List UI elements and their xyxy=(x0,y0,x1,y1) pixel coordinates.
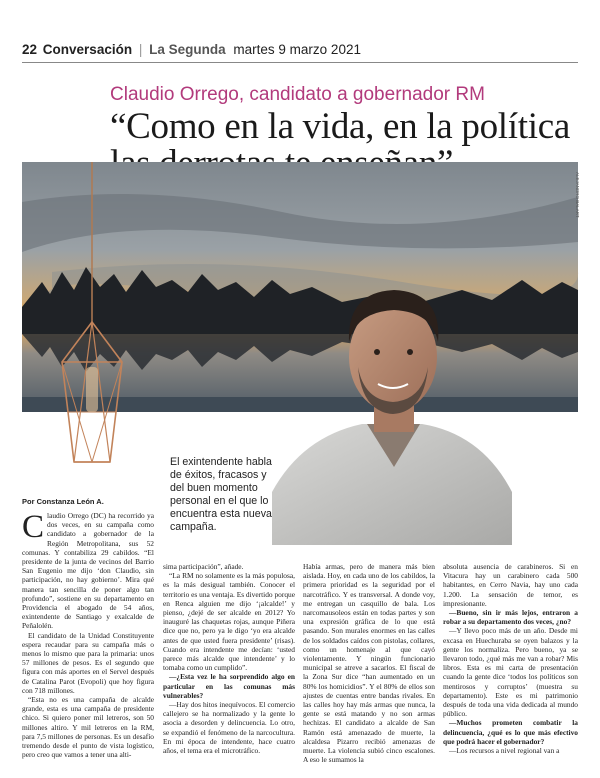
paragraph: laudio Orrego (DC) ha recorrido ya dos veces, en su campaña como candidato a gobernador de la Región Metropolitana, sus 52 comunas. Y contabiliza 29 cabildos. “El presidente de la junta de vecinos del Barrio San Eugenio me dijo ‘don Claudio, sin participación, no hay gobierno’. Mira qué manera tan sencilla de poner algo tan profundo”, sostiene en su departamento en Providencia el abogado de 54 años, exintendente de Santiago y exalcalde de Peñalolén. xyxy=(22,511,154,631)
paragraph: —Hay dos hitos inequívocos. El comercio callejero se ha normalizado y la gente lo asocia a desorden y delincuencia. Lo otro, se expandió el fenómeno de la narcocultura. En mi época de intendente, hace cuatro años, el tema era el microtráfico. xyxy=(163,700,295,756)
newspaper-name: La Segunda xyxy=(149,42,226,57)
interview-question: —¿Esta vez le ha sorprendido algo en particular en las comunas más vulnerables? xyxy=(163,672,295,700)
photo-caption: El exintendente habla de éxitos, fracasos y del buen momento personal en el que lo encuentra esta nueva campaña. xyxy=(170,456,272,533)
page-header xyxy=(22,40,578,60)
headline: “Como en la vida, en la política xyxy=(110,106,570,147)
paragraph: “La RM no solamente es la más populosa, es la más desigual también. Conocer el territorio es una ventaja. Es divertido porque en Renca alguien me dijo ‘¡alcalde!’ y pienso, ¿dejé de ser alcalde en 2012? Yo inauguré las chaquetas rojas, aunque Piñera dice que no, pero ya le digo ‘yo era alcalde antes de que usted fuera presidente’ (risas). Cuando era intendente me decían: ‘usted parece más alcalde que intendente’ y lo tomaba como un cumplido”. xyxy=(163,571,295,673)
paragraph: —Y llevo poco más de un año. Desde mi excasa en Huechuraba se oyen balazos y la gente los normaliza. Pero bueno, ya se llevaron todo, ¿qué más me van a robar? Mis libros. Esta es mi carta de presentación cuando la gente dice ‘todos los políticos son mentirosos y corruptos’ (muestra su departamento). Este es mi patrimonio después de toda una vida dedicada al mundo público. xyxy=(443,626,578,719)
paragraph: Había armas, pero de manera más bien aislada. Hoy, en cada uno de los cabildos, la primera prioridad es la seguridad por el narcotráfico. Y es transversal. A donde voy, me entregan un casquillo de bala. Los narcomausoleos están en todas partes y son una expresión gráfica de lo que está pasando. Son murales enormes en las calles de los soldados caídos con pistolas, collares, como un homenaje al que cayó violentamente. Y ningún funcionario municipal se atreve a sacarlos. El fiscal de la Zona Sur dice “han aumentado en un 80% los homicidios”. Y el 80% de ellos son ajustes de cuentas entre bandas rivales. En las calles hoy hay más armas que nunca, la gente se está matando y no son armas hechizas. El candidato a alcalde de San Ramón está amenazado de muerte, la alcaldesa Pizarro recibió amenazas de muerte. La violencia subió cinco escalones. A eso le sumamos la xyxy=(303,562,435,765)
byline: Por Constanza León A. xyxy=(22,497,104,506)
paragraph: sima participación”, añade. xyxy=(163,562,244,571)
paragraph: absoluta ausencia de carabineros. Si en Vitacura hay un carabinero cada 500 habitantes, en Cerro Navia, hay uno cada 1.200. La sensación de temor, es impresionante. xyxy=(443,562,578,608)
paragraph: —Los recursos a nivel regional van a xyxy=(449,746,560,756)
article-column-4 xyxy=(443,562,578,755)
issue-date: martes 9 marzo 2021 xyxy=(233,42,361,57)
photo-credit: ALEJANDRO BALART xyxy=(575,172,580,218)
drop-cap: C xyxy=(22,509,45,545)
article-column-1 xyxy=(22,511,154,759)
header-separator: | xyxy=(138,42,143,57)
article-column-3 xyxy=(303,562,435,764)
section-name: Conversación xyxy=(42,42,133,57)
header-rule xyxy=(22,62,578,63)
feature-photo xyxy=(22,162,578,545)
interview-question: —Muchos prometen combatir la delincuencia, ¿qué es lo que más efectivo que podrá hacer el gobernador? xyxy=(443,718,578,746)
photo-illustration xyxy=(22,162,578,545)
page-number: 22 xyxy=(22,42,38,57)
paragraph: “Esta no es una campaña de alcalde grande, esta es una campaña de presidente chico. Si quiero poner mil letreros, son 50 millones altiro. Y mil letreros en la RM, para 7,5 millones de personas. Es un desafío tremendo desde el punto de vista logístico, pero creo que vamos a tener una alti- xyxy=(22,695,154,760)
article-column-2 xyxy=(163,562,295,755)
kicker: Claudio Orrego, candidato a gobernador RM xyxy=(110,84,485,105)
interview-question: —Bueno, sin ir más lejos, entraron a robar a su departamento dos veces, ¿no? xyxy=(443,608,578,627)
paragraph: El candidato de la Unidad Constituyente espera recaudar para su campaña más o menos lo mismo que para la primaria: unos 57 millones de pesos. Es el segundo que figura con más aportes en el Servel después de Catalina Parot (Evopoli) que hoy figura con 718 millones. xyxy=(22,630,154,695)
